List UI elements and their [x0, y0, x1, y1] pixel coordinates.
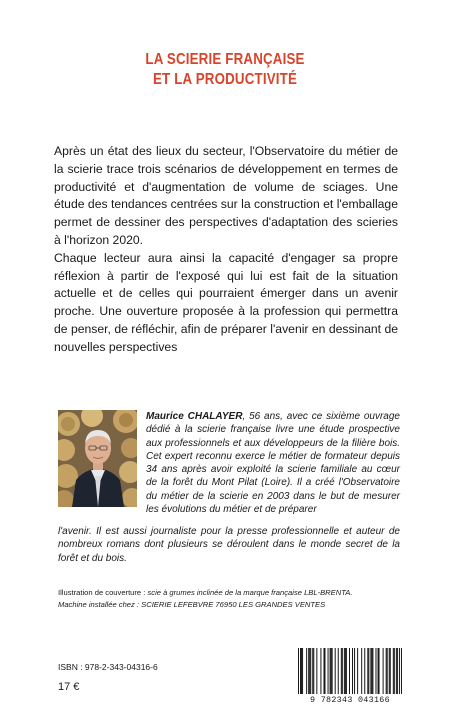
barcode-bar: [306, 648, 307, 694]
barcode: [298, 648, 402, 702]
author-bio-rest: l'avenir. Il est aussi journaliste pour la presse professionnelle et auteur de nombreux romans dont plusieurs se déroulent dans le monde secret de la forêt et du bois.: [58, 526, 400, 564]
barcode-bar: [394, 648, 395, 694]
barcode-bar: [378, 648, 379, 694]
illustration-value: scie à grumes inclinée de la marque française LBL-BRENTA.: [145, 588, 353, 597]
barcode-bar: [332, 648, 333, 694]
barcode-bar: [379, 648, 380, 694]
barcode-bar: [320, 648, 321, 694]
barcode-bar: [309, 648, 310, 694]
barcode-bar: [310, 648, 311, 694]
barcode-bar: [313, 648, 314, 694]
book-title: [32, 50, 419, 90]
barcode-bar: [338, 648, 339, 694]
barcode-bar: [331, 648, 332, 694]
author-photo-image: [58, 410, 137, 507]
barcode-bar: [341, 648, 342, 694]
barcode-bar: [298, 648, 299, 694]
barcode-bar: [346, 648, 347, 694]
illustration-label: Illustration de couverture :: [58, 588, 146, 597]
barcode-bar: [367, 648, 368, 694]
price-text: 17 €: [58, 681, 80, 693]
barcode-bar: [349, 648, 350, 694]
barcode-bar: [387, 648, 388, 694]
author-photo: [58, 410, 137, 507]
barcode-bar: [312, 648, 313, 694]
author-name: Maurice CHALAYER: [146, 411, 243, 422]
barcode-bar: [354, 648, 355, 694]
illustration-credit: [58, 587, 400, 599]
summary-paragraph-2: Chaque lecteur aura ainsi la capacité d'engager sa propre réflexion à partir de l'exposé qui lui est fait de la situation actuelle et de celles qui pourraient émerger dans un avenir proche. Une ouverture proposée à la profession qui permettra de penser, de réfléchir, afin de préparer l'avenir en dessinant de nouvelles perspectives: [54, 250, 398, 354]
barcode-bar: [370, 648, 371, 694]
barcode-bar: [323, 648, 324, 694]
barcode-bar: [308, 648, 309, 694]
barcode-bar: [375, 648, 376, 694]
barcode-bar: [325, 648, 326, 694]
barcode-bars: [298, 648, 402, 694]
cover-credits: [58, 587, 400, 610]
book-title-line-1: LA SCIERIE FRANÇAISE: [145, 51, 305, 68]
barcode-bar: [316, 648, 317, 694]
barcode-bar: [302, 648, 303, 694]
barcode-bar: [399, 648, 400, 694]
barcode-bar: [335, 648, 336, 694]
barcode-bar: [345, 648, 346, 694]
barcode-bar: [389, 648, 390, 694]
barcode-bar: [301, 648, 302, 694]
barcode-bar: [401, 648, 402, 694]
author-bio-intro: , 56 ans, avec ce sixième ouvrage dédié à la scierie française livre une étude prospective aux professionnels et aux développeurs de la filière bois. Cet expert reconnu exerce le métier de formateur depuis 34 ans après avoir exploité la scierie familiale au cœur de la forêt du Mont Pilat (Loire). Il a créé l'Observatoire du métier de la scierie en 2003 dans le but de mesurer les évolutions du métier et de préparer: [146, 411, 400, 516]
barcode-bar: [361, 648, 362, 694]
barcode-bar: [352, 648, 353, 694]
barcode-bar: [357, 648, 358, 694]
barcode-bar: [364, 648, 365, 694]
barcode-bar: [390, 648, 391, 694]
barcode-bar: [368, 648, 369, 694]
barcode-bar: [342, 648, 343, 694]
barcode-bar: [386, 648, 387, 694]
barcode-bar: [397, 648, 398, 694]
isbn-text: ISBN : 978-2-343-04316-6: [58, 662, 158, 672]
barcode-bar: [371, 648, 372, 694]
barcode-bar: [330, 648, 331, 694]
barcode-bar: [396, 648, 397, 694]
barcode-bar: [372, 648, 373, 694]
book-title-line-2: ET LA PRODUCTIVITÉ: [152, 71, 298, 88]
barcode-bar: [300, 648, 301, 694]
barcode-bar: [328, 648, 329, 694]
author-bio: [146, 410, 400, 516]
barcode-bar: [344, 648, 345, 694]
summary-paragraph-1: Après un état des lieux du secteur, l'Observatoire du métier de la scierie trace trois scénarios de développement en termes de productivité et d'augmentation de volume de sciages. Une étude des tendances centrées sur la construction et l'emballage permet de dessiner des perspectives d'adaptation des scieries à l'horizon 2020.: [54, 144, 398, 247]
machine-credit: Machine installée chez : SCIERIE LEFEBVRE 76950 LES GRANDES VENTES: [58, 599, 326, 609]
barcode-digits: 9 782343 043166: [310, 695, 390, 705]
author-bio-continued: [58, 525, 400, 565]
barcode-bar: [393, 648, 394, 694]
barcode-bar: [383, 648, 384, 694]
back-cover-summary: [54, 143, 398, 357]
